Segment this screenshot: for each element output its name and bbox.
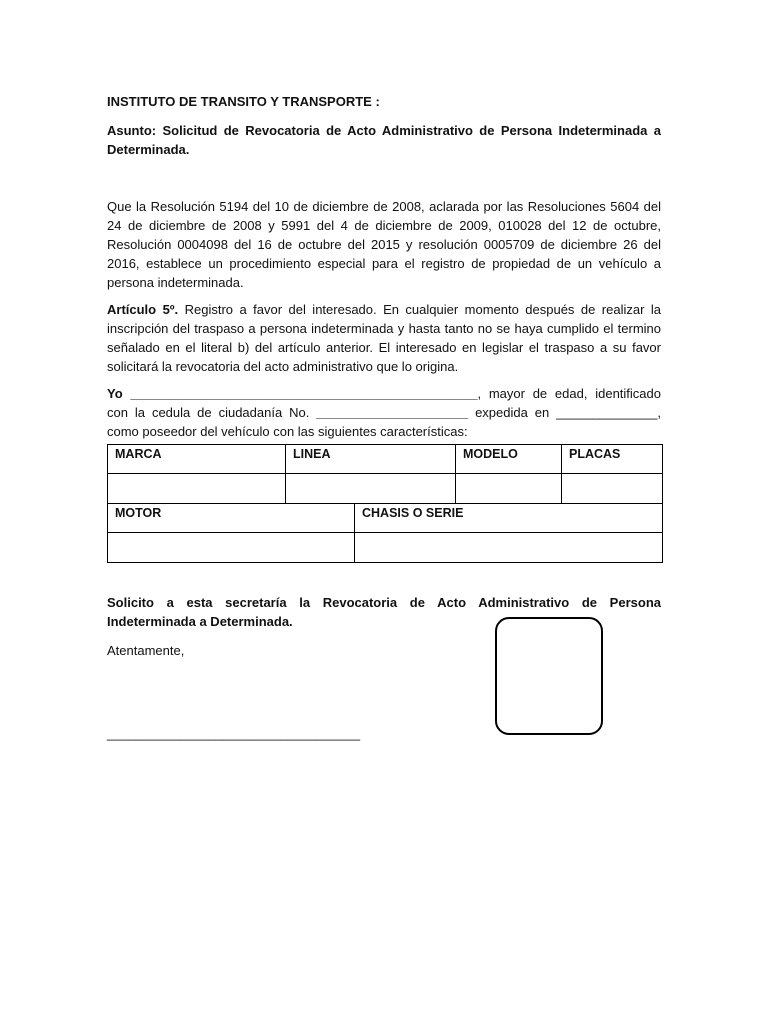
declaration-id-blank: _____________________ xyxy=(316,405,469,420)
article-label: Artículo 5º. xyxy=(107,302,179,317)
cell-chasis xyxy=(355,533,663,563)
cell-marca xyxy=(108,474,286,504)
table-row xyxy=(108,533,663,563)
table-row xyxy=(108,474,663,504)
header-motor: MOTOR xyxy=(108,504,355,533)
declaration-name-blank: Yo ________________________________________________ xyxy=(107,386,478,401)
cell-placas xyxy=(562,474,663,504)
cell-modelo xyxy=(456,474,562,504)
header-chasis: CHASIS O SERIE xyxy=(355,504,663,533)
declaration-text-2: expedida en ______________, como poseedor del vehículo con las siguientes características: xyxy=(107,405,661,439)
institution-heading: INSTITUTO DE TRANSITO Y TRANSPORTE : xyxy=(107,94,380,109)
article-paragraph xyxy=(107,300,661,376)
signature-line: ___________________________________ xyxy=(107,726,361,741)
request-paragraph: Solicito a esta secretaría la Revocatoria de Acto Administrativo de Persona Indeterminada a Determinada. xyxy=(107,595,661,629)
header-marca: MARCA xyxy=(108,445,286,474)
closing-text: Atentamente, xyxy=(107,643,185,658)
fingerprint-box xyxy=(495,617,603,735)
header-placas: PLACAS xyxy=(562,445,663,474)
article-text: Registro a favor del interesado. En cualquier momento después de realizar la inscripción del traspaso a persona indeterminada y hasta tanto no se haya cumplido el termino señalado en el literal b) del artículo anterior. El interesado en legislar el traspaso a su favor solicitará la revocatoria del acto administrativo que lo origina. xyxy=(107,302,661,374)
resolution-paragraph: Que la Resolución 5194 del 10 de diciembre de 2008, aclarada por las Resoluciones 5604 del 24 de diciembre de 2008 y 5991 del 4 de diciembre de 2009, 010028 del 12 de octubre, Resolución 0004098 del 16 de octubre del 2015 y resolución 0005709 de diciembre 26 del 2016, establece un procedimiento especial para el registro de propiedad de un vehículo a persona indeterminada. xyxy=(107,199,661,290)
declaration-text-1: , mayor de edad, identificado con la cedula de ciudadanía No. xyxy=(107,386,661,420)
header-modelo: MODELO xyxy=(456,445,562,474)
header-linea: LINEA xyxy=(286,445,456,474)
vehicle-table xyxy=(107,444,663,563)
subject-line: Asunto: Solicitud de Revocatoria de Acto Administrativo de Persona Indeterminada a Determinada. xyxy=(107,123,661,157)
table-row xyxy=(108,504,663,533)
cell-linea xyxy=(286,474,456,504)
declaration-paragraph xyxy=(107,384,661,441)
cell-motor xyxy=(108,533,355,563)
table-row xyxy=(108,445,663,474)
